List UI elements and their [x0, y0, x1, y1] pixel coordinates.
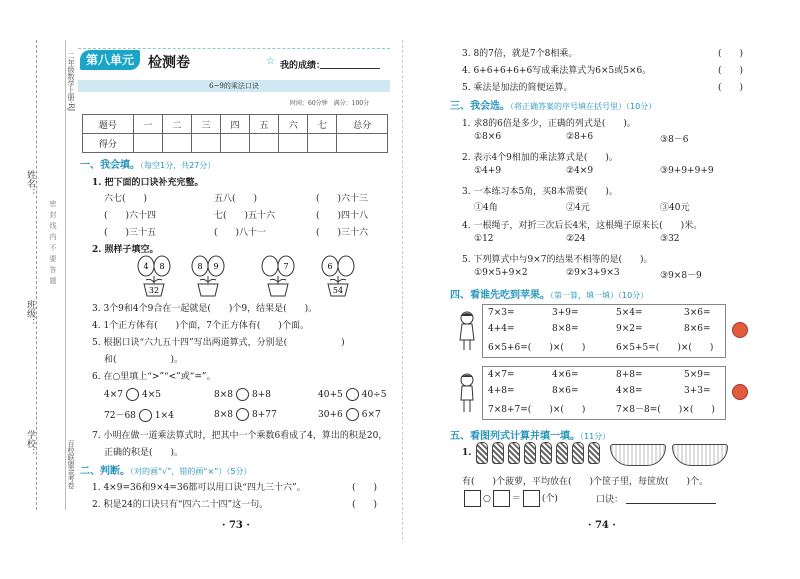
flower-right: 8: [159, 262, 165, 271]
question-1-7-cont: 正确的积是( )。: [104, 448, 184, 458]
section-4-heading: 四、看谁先吃到苹果。（第一算，填一填）（10分）: [450, 290, 649, 301]
choice-question: 1. 求8的6倍是多少，正确的列式是( )。: [462, 119, 636, 129]
choice-question: 4. 一根绳子，对折三次后长4米，这根绳子原来长( )米。: [462, 221, 703, 231]
star-icon: ☆: [266, 56, 275, 67]
question-1-2: 2. 照样子填空。: [92, 245, 159, 255]
flower-pot: 54: [332, 286, 344, 295]
page-number-right: · 74 ·: [588, 520, 616, 531]
score-input[interactable]: [279, 134, 308, 153]
compare-row: 8×8 8+8: [214, 390, 271, 400]
flower-left: 4: [143, 262, 149, 271]
section-1-heading: 一、我会填。（每空1分，共27分）: [80, 160, 216, 171]
pineapple-icon: [540, 442, 552, 464]
table-row: [83, 115, 388, 134]
pineapple-icon: [588, 442, 600, 464]
section-2-heading: 二、判断。（对的画“√”，错的画“×”）（5分）: [80, 466, 252, 477]
choice-option[interactable]: ③40元: [660, 203, 690, 213]
calc-cell[interactable]: 9×2=: [616, 324, 643, 334]
flower-right: 9: [213, 262, 219, 271]
basket-icon: [672, 444, 728, 466]
calc-cell[interactable]: 3+3=: [684, 386, 711, 396]
calc-cell[interactable]: 5×9=: [684, 370, 711, 380]
choice-option[interactable]: ①12: [474, 234, 494, 244]
rhyme-cell[interactable]: 六七( ): [104, 194, 148, 204]
choice-option[interactable]: ③9+9+9+9: [660, 166, 714, 176]
question-1-1: 1. 把下面的口诀补充完整。: [92, 178, 204, 188]
rhyme-label: 口诀：: [596, 495, 624, 505]
score-input[interactable]: [220, 134, 249, 153]
table-cell: 二: [162, 115, 191, 134]
girl-illustration: [456, 310, 478, 352]
judge-item: 4. 6+6+6+6+6写成乘法算式为6×5或5×6。: [462, 66, 652, 76]
section-3-heading: 三、我会选。（将正确答案的序号填在括号里）（10分）: [450, 101, 657, 112]
judge-item: 3. 8的7倍，就是7个8相乘。: [462, 49, 578, 59]
series-title: 百校联盟金考卷: [67, 440, 75, 489]
pineapple-icon: [492, 442, 504, 464]
judge-blank[interactable]: ( ): [352, 500, 378, 510]
table-cell: 总分: [337, 115, 388, 134]
pineapple-icon: [476, 442, 488, 464]
question-1-5: 5. 根据口诀“六九五十四”写出两道算式，分别是( ): [92, 338, 345, 348]
choice-option[interactable]: ③8－6: [660, 135, 689, 145]
calc-cell[interactable]: 4×6=: [552, 370, 579, 380]
rhyme-cell[interactable]: ( )三十五: [104, 228, 157, 238]
score-line: [320, 68, 380, 69]
answer-box[interactable]: [493, 490, 510, 507]
boy-illustration: [456, 372, 478, 414]
judge-blank[interactable]: ( ): [718, 66, 744, 76]
calc-cell[interactable]: 4+8=: [488, 386, 515, 396]
answer-box[interactable]: [464, 490, 481, 507]
calc-cell[interactable]: 7×3=: [488, 308, 515, 318]
judge-blank[interactable]: ( ): [718, 83, 744, 93]
page-title: 检测卷: [148, 55, 190, 71]
judge-blank[interactable]: ( ): [352, 483, 378, 493]
table-cell: 四: [220, 115, 249, 134]
flower-puzzle: [132, 254, 176, 298]
calc-cell[interactable]: 8×8=: [552, 324, 579, 334]
judge-blank[interactable]: ( ): [718, 49, 744, 59]
pineapple-icon: [508, 442, 520, 464]
pineapple-icon: [524, 442, 536, 464]
exam-meta: 时间：60分钟 满分：100分: [290, 100, 370, 107]
score-input[interactable]: [308, 134, 337, 153]
rhyme-cell[interactable]: ( )三十六: [316, 228, 369, 238]
choice-option[interactable]: ①4+9: [474, 166, 502, 176]
apple-icon: [732, 322, 748, 338]
subtitle: 6~9的乘法口诀: [78, 80, 390, 92]
judge-item: 5. 乘法是加法的简便运算。: [462, 83, 573, 93]
rhyme-cell[interactable]: 七( )五十六: [214, 211, 276, 221]
rhyme-cell[interactable]: 五八( ): [214, 194, 258, 204]
table-row: [83, 134, 388, 153]
rhyme-cell[interactable]: ( )六十四: [104, 211, 157, 221]
flower-right: 7: [283, 262, 289, 271]
table-cell: 一: [133, 115, 162, 134]
question-1-7: 7. 小明在做一道乘法算式时，把其中一个乘数6看成了4，算出的积是20，: [92, 431, 388, 441]
score-label: 我的成绩：: [280, 61, 326, 71]
rhyme-answer-line[interactable]: [626, 503, 716, 504]
basket-icon: [610, 444, 666, 466]
flower-left: 8: [197, 262, 203, 271]
score-input[interactable]: [337, 134, 388, 153]
calc-cell[interactable]: 4+4=: [488, 324, 515, 334]
calc-cell[interactable]: 5×4=: [616, 308, 643, 318]
score-input[interactable]: [133, 134, 162, 153]
header-rule: [78, 48, 390, 49]
calc-cell[interactable]: 8+8=: [616, 370, 643, 380]
choice-option[interactable]: ②8+6: [566, 132, 594, 142]
calc-cell[interactable]: 7×8+7=( )×( ): [488, 405, 586, 415]
question-1-6: 6. 在○里填上“>”“<”或“=”。: [92, 372, 216, 382]
compare-circle[interactable]: [346, 388, 359, 401]
score-input[interactable]: [191, 134, 220, 153]
calc-cell[interactable]: 4×8=: [616, 386, 643, 396]
pineapple-group: [476, 442, 604, 464]
choice-option[interactable]: ②24: [566, 234, 586, 244]
calc-cell[interactable]: 8×6=: [684, 324, 711, 334]
school-label: 学校：: [25, 430, 35, 457]
score-input[interactable]: [162, 134, 191, 153]
compare-row: 4×7 4×5: [104, 390, 161, 400]
judge-item: 1. 4×9=36和9×4=36都可以用口诀“四九三十六”。: [92, 483, 306, 493]
section-5-heading: 五、看图列式计算并填一填。（11分）: [450, 431, 611, 442]
calc-cell[interactable]: 3×6=: [684, 308, 711, 318]
question-5-1-text: 有( )个菠萝，平均放在( )个筐子里，每筐放( )个。: [462, 477, 709, 487]
choice-option[interactable]: ③32: [660, 234, 680, 244]
calc-cell[interactable]: 3+9=: [552, 308, 579, 318]
compare-row: 30+6 6×7: [318, 410, 381, 420]
calc-cell[interactable]: 6×5+6=( )×( ): [488, 343, 586, 353]
rhyme-cell[interactable]: ( )六十三: [316, 194, 369, 204]
question-1-5-cont: 和( )。: [104, 355, 184, 365]
choice-option[interactable]: ①4角: [474, 203, 498, 213]
compare-circle[interactable]: [139, 409, 152, 422]
compare-row: 72－68 1×4: [104, 411, 174, 421]
table-cell: 五: [250, 115, 279, 134]
choice-option[interactable]: ③9×8－9: [660, 271, 702, 281]
calc-cell[interactable]: 7×8－8=( )×( ): [616, 405, 715, 415]
grade-title: 二年级数学上册·RJ: [67, 52, 75, 112]
compare-circle[interactable]: [236, 388, 249, 401]
choice-option[interactable]: ①8×6: [474, 132, 502, 142]
answer-box[interactable]: [523, 490, 540, 507]
pineapple-icon: [556, 442, 568, 464]
question-1-3: 3. 3个9和4个9合在一起就是( )个9，结果是( )。: [92, 304, 318, 314]
flower-pot: 32: [148, 286, 160, 295]
flower-puzzle: [316, 254, 360, 298]
choice-question: 5. 下列算式中与9×7的结果不相等的是( )。: [462, 255, 653, 265]
calc-cell[interactable]: 6×5+5=( )×( ): [616, 343, 714, 353]
question-5-1: 1.: [462, 448, 472, 458]
page-divider: [402, 40, 403, 540]
unit-badge: 第八单元: [80, 50, 140, 70]
apple-icon: [732, 384, 748, 400]
compare-circle[interactable]: [236, 408, 249, 421]
page-number-left: · 73 ·: [222, 520, 250, 531]
table-cell: 题号: [83, 115, 134, 134]
table-cell: 三: [191, 115, 220, 134]
flower-puzzle: [186, 254, 230, 298]
seal-line-text: 密封线内不要答题: [49, 200, 57, 288]
choice-option[interactable]: ②4元: [566, 203, 590, 213]
question-1-4: 4. 1个正方体有( )个面，7个正方体有( )个面。: [92, 321, 309, 331]
choice-question: 2. 表示4个9相加的乘法算式是( )。: [462, 153, 618, 163]
rhyme-cell[interactable]: ( )四十八: [316, 211, 369, 221]
judge-item: 2. 积是24的口诀只有“四六二十四”这一句。: [92, 500, 269, 510]
name-label: 姓名：: [25, 170, 35, 197]
score-input[interactable]: [250, 134, 279, 153]
flower-puzzle: [256, 254, 300, 298]
choice-option[interactable]: ①9×5+9×2: [474, 268, 528, 278]
choice-question: 3. 一本练习本5角，买8本需要( )。: [462, 187, 618, 197]
table-cell: 六: [279, 115, 308, 134]
table-cell: 七: [308, 115, 337, 134]
score-table: [82, 114, 388, 153]
formula-row: ○ ＝ (个): [462, 490, 558, 507]
compare-row: 8×8 8+77: [214, 410, 277, 420]
calc-cell[interactable]: 4×7=: [488, 370, 515, 380]
calc-cell[interactable]: 8×6=: [552, 386, 579, 396]
choice-option[interactable]: ②9×3+9×3: [566, 268, 620, 278]
table-cell: 得分: [83, 134, 134, 153]
pineapple-icon: [572, 442, 584, 464]
choice-option[interactable]: ②4×9: [566, 166, 594, 176]
flower-left: 6: [327, 262, 333, 271]
compare-circle[interactable]: [346, 408, 359, 421]
rhyme-cell[interactable]: ( )八十一: [214, 228, 267, 238]
compare-circle[interactable]: [126, 388, 139, 401]
compare-row: 40+5 40÷5: [318, 390, 387, 400]
class-label: 班级：: [25, 300, 35, 327]
